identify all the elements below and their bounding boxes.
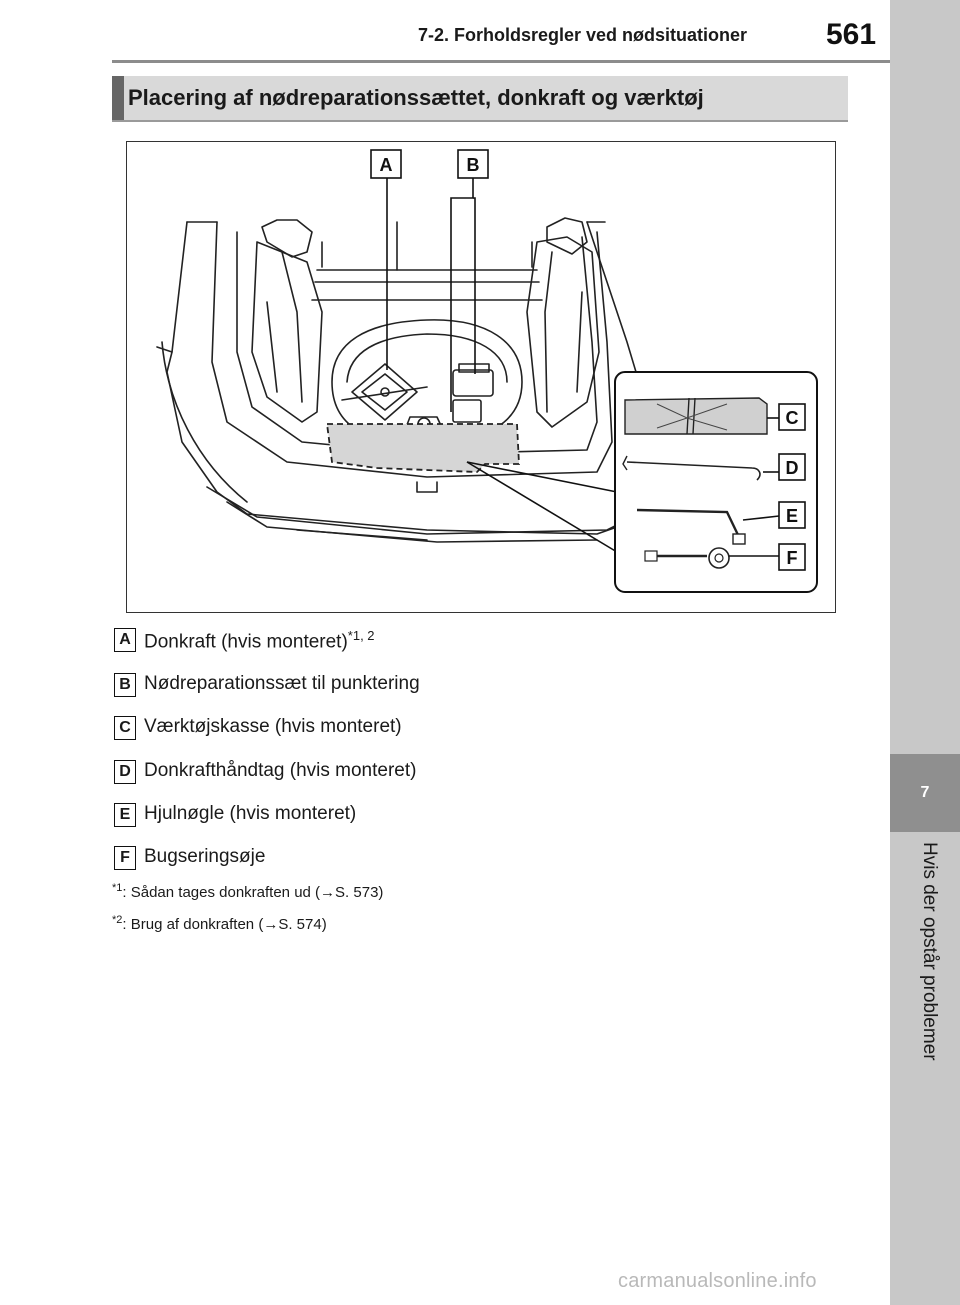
legend-text: Donkraft (hvis monteret)$^{*1, 2}$ bbox=[144, 628, 375, 653]
trunk-illustration bbox=[126, 141, 836, 613]
legend-letter: A bbox=[114, 628, 136, 652]
callout-b: B bbox=[466, 155, 480, 175]
legend-letter: E bbox=[114, 803, 136, 827]
legend-text: Hjulnøgle (hvis monteret) bbox=[144, 803, 357, 824]
section-title: Placering af nødreparationssættet, donkraft og værktøj bbox=[128, 85, 704, 110]
callout-e: E bbox=[785, 506, 799, 526]
trunk-illustration-svg bbox=[127, 142, 835, 612]
legend-text: Donkrafthåndtag (hvis monteret) bbox=[144, 760, 417, 781]
legend-letter: C bbox=[114, 716, 136, 740]
chapter-number: 7 bbox=[920, 784, 930, 801]
page-reference-link[interactable]: S. 574) bbox=[278, 916, 327, 933]
footnote-1: $^{*1}$: Sådan tages donkraften ud (→S. 573) bbox=[112, 882, 384, 901]
callout-f: F bbox=[786, 548, 798, 568]
section-marker bbox=[112, 76, 124, 120]
chapter-tab[interactable] bbox=[890, 754, 960, 832]
callout-c: C bbox=[785, 408, 799, 428]
legend-letter: B bbox=[114, 673, 136, 697]
footnote-2: $^{*2}$: Brug af donkraften (→S. 574) bbox=[112, 914, 327, 933]
arrow-icon: → bbox=[263, 916, 279, 933]
legend-letter: F bbox=[114, 846, 136, 870]
legend-text: Bugseringsøje bbox=[144, 846, 266, 867]
legend-superscript: *1, 2 bbox=[347, 628, 375, 643]
callout-a: A bbox=[379, 155, 393, 175]
header-rule bbox=[112, 60, 890, 63]
running-header-title: 7-2. Forholdsregler ved nødsituationer bbox=[418, 25, 748, 45]
watermark: carmanualsonline.info bbox=[618, 1270, 817, 1292]
legend-text: Nødreparationssæt til punktering bbox=[144, 673, 420, 694]
legend-text: Værktøjskasse (hvis monteret) bbox=[144, 716, 402, 737]
page-number: 561 bbox=[826, 18, 877, 51]
chapter-title: Hvis der opstår problemer bbox=[919, 842, 940, 1061]
legend-letter: D bbox=[114, 760, 136, 784]
page-reference-link[interactable]: S. 573) bbox=[335, 884, 384, 901]
callout-d: D bbox=[785, 458, 799, 478]
side-tab-band bbox=[890, 0, 960, 1305]
arrow-icon: → bbox=[320, 884, 336, 901]
